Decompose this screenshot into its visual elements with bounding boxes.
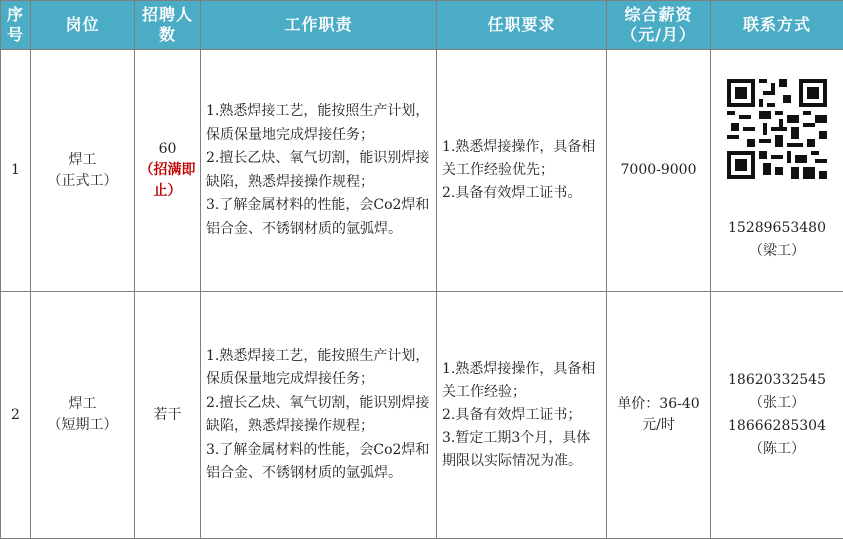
row-contact-cell: [711, 50, 843, 292]
row-salary: 单价：36-40元/时: [607, 292, 711, 539]
header-requirements: 任职要求: [437, 1, 607, 50]
header-count: 招聘人数: [135, 1, 201, 50]
contact-name: （梁工）: [749, 242, 805, 259]
row-contact-cell: [711, 292, 843, 539]
header-post: 岗位: [31, 1, 135, 50]
row-count-cell: [135, 50, 201, 292]
row-count: 若干: [153, 406, 182, 423]
row-count: 60: [158, 141, 177, 157]
header-row: [1, 1, 843, 50]
row-duties: 1.熟悉焊接工艺，能按照生产计划，保质保量地完成焊接任务； 2.擅长乙炔、氧气切割，能识别焊接缺陷，熟悉焊接操作规程； 3.了解金属材料的性能，会Co2焊和铝合金、不锈钢材质的氩弧焊。: [201, 50, 437, 292]
row-seq: 2: [1, 292, 31, 539]
contact-phone: 18620332545: [728, 372, 826, 388]
row-requirements: 1.熟悉焊接操作，具备相关工作经验优先； 2.具备有效焊工证书。: [437, 50, 607, 292]
contact-phone: 18666285304: [728, 418, 826, 434]
header-salary: 综合薪资（元/月）: [607, 1, 711, 50]
row-seq: 1: [1, 50, 31, 292]
table-row: [1, 50, 843, 292]
row-count-note: （招满即止）: [139, 162, 196, 199]
row-post: 焊工 （正式工）: [31, 50, 135, 292]
contact-phone: 15289653480: [728, 219, 826, 236]
row-salary: 7000-9000: [607, 50, 711, 292]
header-contact: 联系方式: [711, 1, 843, 50]
row-duties: 1.熟悉焊接工艺，能按照生产计划，保质保量地完成焊接任务； 2.擅长乙炔、氧气切割，能识别焊接缺陷，熟悉焊接操作规程； 3.了解金属材料的性能，会Co2焊和铝合金、不锈钢材质的氩弧焊。: [201, 292, 437, 539]
header-duties: 工作职责: [201, 1, 437, 50]
contact-name: （张工）: [749, 395, 805, 411]
row-requirements: 1.熟悉焊接操作，具备相关工作经验； 2.具备有效焊工证书； 3.暂定工期3个月，具体期限以实际情况为准。: [437, 292, 607, 539]
header-seq: 序号: [1, 1, 31, 50]
contact-name: （陈工）: [749, 441, 805, 457]
table-row: [1, 292, 843, 539]
row-post: 焊工 （短期工）: [31, 292, 135, 539]
qr-code-icon[interactable]: [727, 79, 827, 179]
row-count-cell: [135, 292, 201, 539]
